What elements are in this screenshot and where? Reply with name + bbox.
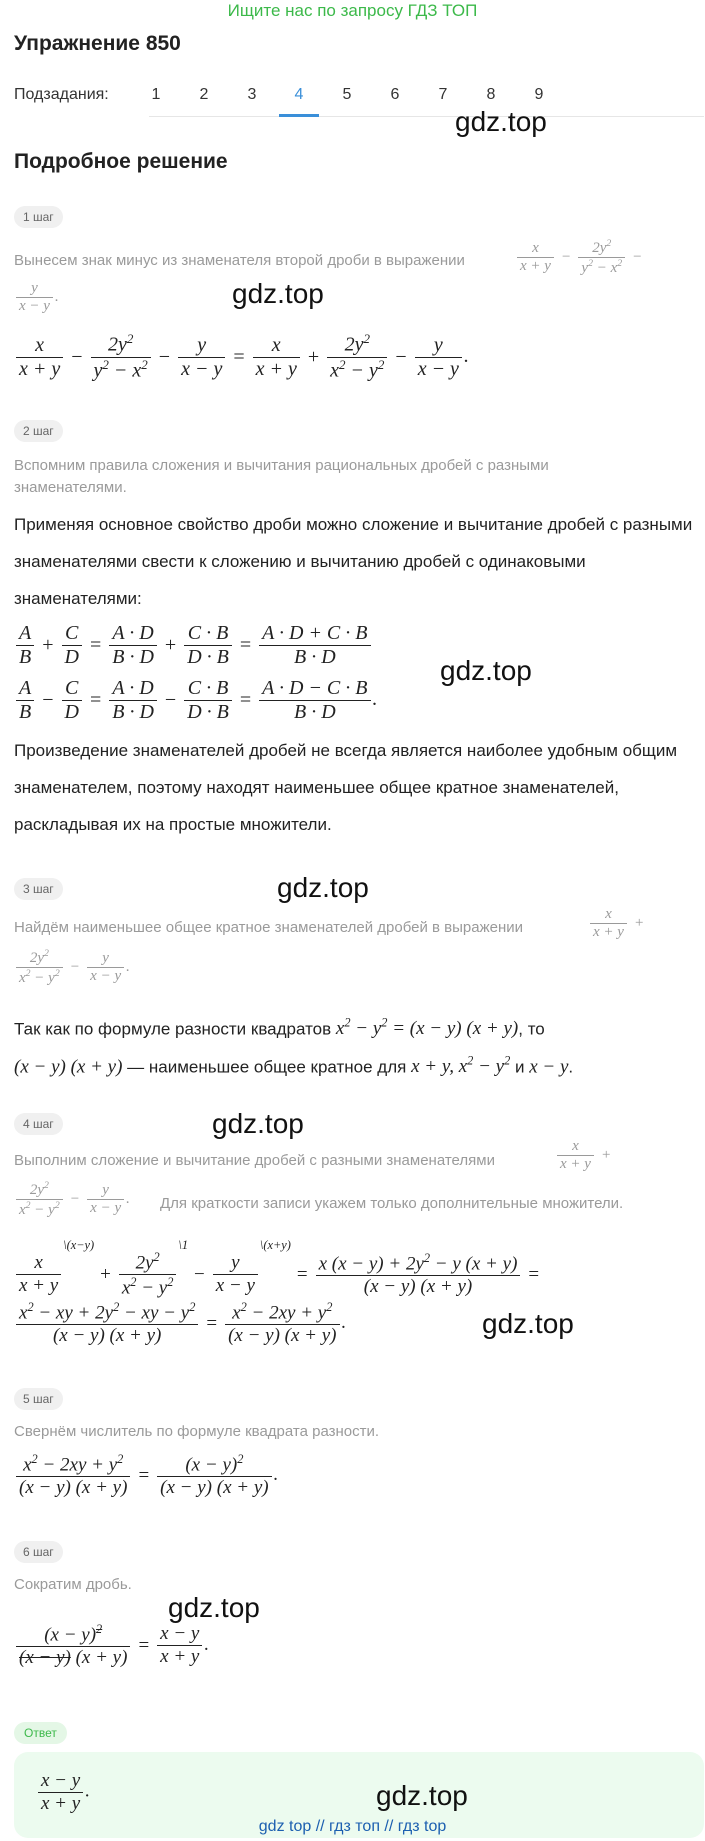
- step-hint: Для краткости записи укажем только дополнительные множители.: [160, 1195, 624, 1212]
- subtasks-nav: [14, 82, 694, 118]
- step-hint: Свернём числитель по формуле квадрата разности.: [14, 1423, 380, 1440]
- watermark: gdz.top: [212, 1108, 304, 1139]
- step2-text: Произведение знаменателей дробей не всегда является наиболее удобным общим знаменателем, поэтому находят наименьшее общее кратное знаменателей, раскладывая их на простые множители.: [14, 741, 678, 834]
- step3-line2: (x − y) (x + y) — наименьшее общее кратное для x + y, $x^2 - y^2$ и x − y.: [14, 1054, 574, 1078]
- step3-text-b: то: [527, 1019, 545, 1039]
- step4-hint-expression-tail: $\frac{2y^2}{x^2 - y^2}$ − $\frac{y}{x - y}$ .: [14, 1180, 130, 1220]
- step3-text-d: и: [515, 1057, 525, 1077]
- subtasks-label: Подзадания:: [14, 86, 109, 103]
- subtask-2[interactable]: 2: [199, 86, 209, 103]
- subtask-9[interactable]: 9: [534, 86, 544, 103]
- watermark: gdz.top: [440, 655, 532, 686]
- step-badge: 5 шаг: [14, 1388, 63, 1410]
- subtask-6[interactable]: 6: [390, 86, 400, 103]
- solution-heading: Подробное решение: [14, 150, 228, 173]
- step-hint: Найдём наименьшее общее кратное знаменателей дробей в выражении: [14, 919, 524, 936]
- step4-hint-expression: $\frac{x}{x + y}$ +: [555, 1138, 616, 1174]
- step6-formula: $\frac{(x - y)^2}{(x - y) (x + y)}$ = $\frac{x - y}{x + y}$ .: [14, 1622, 209, 1669]
- step3-formula: $x^2 - y^2 = (x - y) (x + y)$: [335, 1016, 519, 1040]
- step2-addition-rule: $\frac{A}{B}$ + $\frac{C}{D}$ = $\frac{A \cdot D}{B \cdot D}$ + $\frac{C \cdot B}{D \cdot B}$ = $\frac{A \cdot D + C \cdot B}{B \cdot D}$: [14, 622, 373, 669]
- step3-hint-expression: $\frac{x}{x + y}$ +: [588, 906, 649, 942]
- step3-denom-last: x − y: [529, 1056, 569, 1078]
- subtask-8[interactable]: 8: [486, 86, 496, 103]
- step2-text: Применяя основное свойство дроби можно сложение и вычитание дробей с разными знаменателями свести к сложению и вычитанию дробей с одинаковыми знаменателями:: [14, 515, 693, 608]
- subtasks-divider: [149, 116, 704, 117]
- step4-formula-line1: $\frac{x}{x + y}$ $^{\backslash(x-y)}$+ $\frac{2y^2}{x^2 - y^2}$ $^{\backslash 1}$− $\frac{y}{x - y}$ $^{\backslash(x+y)}$= $\frac{x (x - y) + 2y^2 - y (x + y)}{(x - y) (x + y)}$ =: [14, 1238, 545, 1299]
- step2-subtraction-rule: $\frac{A}{B}$ − $\frac{C}{D}$ = $\frac{A \cdot D}{B \cdot D}$ − $\frac{C \cdot B}{D \cdot B}$ = $\frac{A \cdot D - C \cdot B}{B \cdot D}$ .: [14, 677, 378, 724]
- watermark: gdz.top: [232, 278, 324, 309]
- step3-text-c: — наименьшее общее кратное для: [127, 1057, 407, 1077]
- subtask-7[interactable]: 7: [438, 86, 448, 103]
- step3-hint-expression-tail: $\frac{2y^2}{x^2 - y^2}$ − $\frac{y}{x - y}$ .: [14, 948, 130, 988]
- step-badge: 3 шаг: [14, 878, 63, 900]
- step3-text-a: Так как по формуле разности квадратов: [14, 1019, 332, 1039]
- step-badge: 1 шаг: [14, 206, 63, 228]
- step1-formula: $\frac{x}{x + y}$ − $\frac{2y^2}{y^2 - x^2}$ − $\frac{y}{x - y}$ = $\frac{x}{x + y}$ + $\frac{2y^2}{x^2 - y^2}$ − $\frac{y}{x - y}$ .: [14, 332, 469, 382]
- step5-formula: $\frac{x^2 - 2xy + y^2}{(x - y) (x + y)}$ = $\frac{(x - y)^2}{(x - y) (x + y)}$ .: [14, 1452, 278, 1499]
- subtask-5[interactable]: 5: [342, 86, 352, 103]
- subtask-4[interactable]: 4: [294, 86, 304, 103]
- watermark: gdz.top: [482, 1308, 574, 1339]
- step-badge: 6 шаг: [14, 1541, 63, 1563]
- search-banner[interactable]: Ищите нас по запросу ГДЗ ТОП: [227, 1, 478, 20]
- watermark: gdz.top: [376, 1780, 468, 1811]
- step4-formula-line2: $\frac{x^2 - xy + 2y^2 - xy - y^2}{(x - y) (x + y)}$ = $\frac{x^2 - 2xy + y^2}{(x - y) (x + y)}$ .: [14, 1300, 346, 1347]
- step-hint: Сократим дробь.: [14, 1576, 132, 1593]
- page-title: Упражнение 850: [14, 32, 181, 55]
- watermark: gdz.top: [455, 106, 547, 137]
- footer-links[interactable]: gdz top // гдз топ // гдз top: [258, 1818, 447, 1835]
- step-hint: Выполним сложение и вычитание дробей с разными знаменателями: [14, 1152, 495, 1169]
- step-hint: Вспомним правила сложения и вычитания рациональных дробей с разными знаменателями.: [14, 457, 549, 496]
- step1-hint-expression: $\frac{x}{x + y}$ − $\frac{2y^2}{y^2 - x^2}$ −: [515, 238, 648, 278]
- step3-lcm: (x − y) (x + y): [14, 1056, 123, 1078]
- step3-line1: Так как по формуле разности квадратов $x^2 - y^2 = (x - y) (x + y)$, то: [14, 1016, 545, 1040]
- watermark: gdz.top: [277, 872, 369, 903]
- step1-hint-expression-tail: $\frac{y}{x - y}$ .: [14, 280, 59, 316]
- step3-denoms: x + y, $x^2 - y^2$: [411, 1054, 511, 1078]
- subtask-3[interactable]: 3: [247, 86, 257, 103]
- step-hint: Вынесем знак минус из знаменателя второй дроби в выражении: [14, 252, 465, 269]
- step-badge: 4 шаг: [14, 1113, 63, 1135]
- subtask-1[interactable]: 1: [151, 86, 161, 103]
- active-subtask-indicator: [279, 114, 319, 117]
- answer-formula: $\frac{x - y}{x + y}$ .: [36, 1770, 90, 1815]
- answer-badge: Ответ: [14, 1722, 67, 1744]
- watermark: gdz.top: [168, 1592, 260, 1623]
- step-badge: 2 шаг: [14, 420, 63, 442]
